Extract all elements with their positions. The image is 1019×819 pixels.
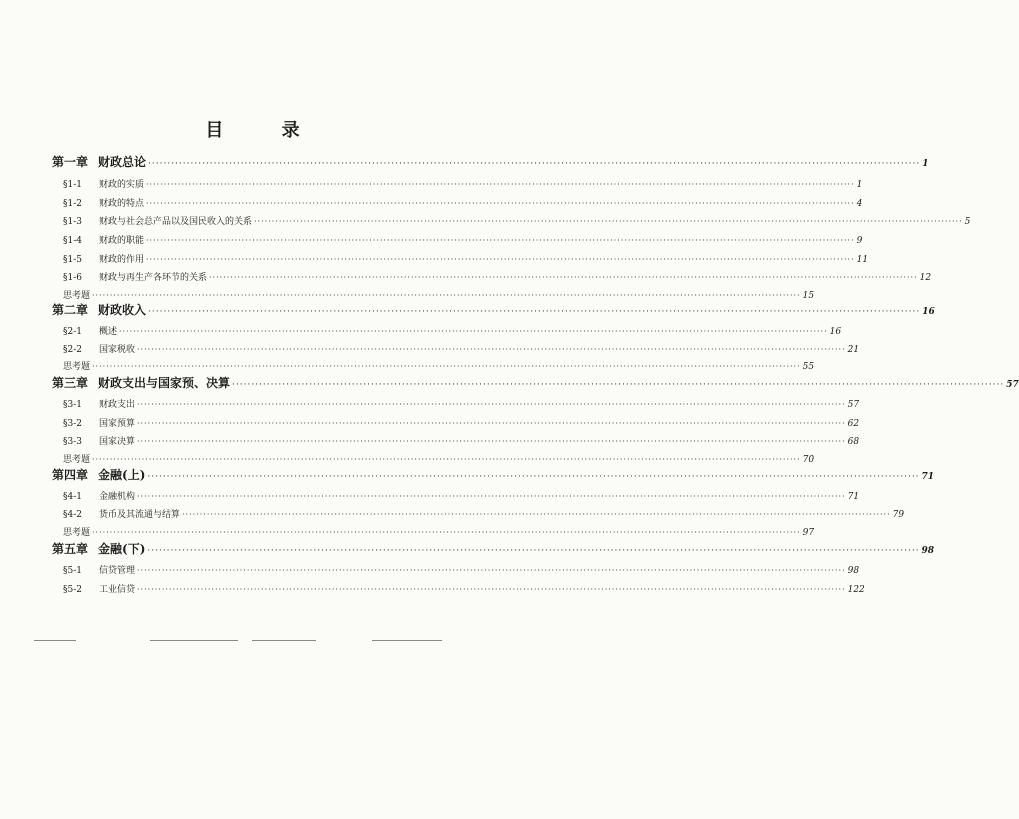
section-title: 金融机构 xyxy=(99,492,136,502)
dot-leader: ········································································································································································································ xyxy=(147,546,920,556)
section-number: §2-1 xyxy=(63,327,82,337)
dot-leader: ········································································································································································································ xyxy=(232,380,1005,390)
toc-chapter-entry[interactable] xyxy=(52,301,935,318)
page-number: 70 xyxy=(802,455,815,465)
chapter-number: 第二章 xyxy=(52,303,89,317)
review-label: 思考题 xyxy=(63,528,91,538)
toc-section-entry[interactable] xyxy=(63,196,863,209)
page-number: 21 xyxy=(847,345,860,355)
chapter-title: 金融(上) xyxy=(98,468,146,482)
dot-leader: ········································································································································································································ xyxy=(182,510,891,519)
section-title: 财政的作用 xyxy=(99,255,145,265)
page-number: 57 xyxy=(1006,380,1019,390)
dot-leader: ········································································································································································································ xyxy=(137,492,846,501)
section-number: §2-2 xyxy=(63,345,82,355)
toc-section-entry[interactable] xyxy=(63,252,869,265)
page-number: 4 xyxy=(856,199,863,209)
chapter-title: 财政总论 xyxy=(98,155,147,169)
page-number: 71 xyxy=(921,472,935,482)
toc-review-entry[interactable] xyxy=(63,359,815,372)
toc-review-entry[interactable] xyxy=(63,525,815,538)
chapter-number: 第四章 xyxy=(52,468,89,482)
page-number: 15 xyxy=(802,291,815,301)
dot-leader: ········································································································································································································ xyxy=(119,327,828,336)
toc-section-entry[interactable] xyxy=(63,214,971,227)
review-label: 思考题 xyxy=(63,362,91,372)
page-number: 71 xyxy=(847,492,860,502)
dot-leader: ········································································································································································································ xyxy=(92,455,801,464)
dot-leader: ········································································································································································································ xyxy=(254,217,963,226)
dot-leader: ········································································································································································································ xyxy=(146,180,855,189)
dot-leader: ········································································································································································································ xyxy=(92,528,801,537)
section-number: §4-2 xyxy=(63,510,82,520)
dot-leader: ········································································································································································································ xyxy=(146,255,855,264)
section-title: 工业信贷 xyxy=(99,585,136,595)
dot-leader: ········································································································································································································ xyxy=(137,585,846,594)
dot-leader: ········································································································································································································ xyxy=(147,472,920,482)
page-number: 97 xyxy=(802,528,815,538)
dot-leader: ········································································································································································································ xyxy=(137,566,846,575)
review-label: 思考题 xyxy=(63,291,91,301)
page-number: 9 xyxy=(856,236,863,246)
toc-section-entry[interactable] xyxy=(63,416,860,429)
page-number: 122 xyxy=(847,585,865,595)
toc-review-entry[interactable] xyxy=(63,288,815,301)
toc-chapter-entry[interactable] xyxy=(52,466,935,483)
section-title: 财政支出 xyxy=(99,400,136,410)
toc-section-entry[interactable] xyxy=(63,489,860,502)
bottom-rule xyxy=(34,640,76,641)
section-title: 财政与社会总产品以及国民收入的关系 xyxy=(99,217,253,227)
review-label: 思考题 xyxy=(63,455,91,465)
page-number: 11 xyxy=(856,255,869,265)
chapter-number: 第一章 xyxy=(52,155,89,169)
page-number: 1 xyxy=(922,159,929,169)
dot-leader: ········································································································································································································ xyxy=(148,307,921,317)
chapter-title: 金融(下) xyxy=(98,542,146,556)
dot-leader: ········································································································································································································ xyxy=(137,400,846,409)
page-number: 16 xyxy=(829,327,842,337)
section-number: §1-3 xyxy=(63,217,82,227)
dot-leader: ········································································································································································································ xyxy=(146,236,855,245)
section-title: 财政的职能 xyxy=(99,236,145,246)
dot-leader: ········································································································································································································ xyxy=(137,345,846,354)
page-number: 62 xyxy=(847,419,860,429)
toc-title: 目 录 xyxy=(205,120,326,141)
page-number: 16 xyxy=(922,307,935,317)
section-title: 货币及其流通与结算 xyxy=(99,510,181,520)
section-title: 信贷管理 xyxy=(99,566,136,576)
toc-section-entry[interactable] xyxy=(63,233,863,246)
section-title: 国家决算 xyxy=(99,437,136,447)
toc-section-entry[interactable] xyxy=(63,434,860,447)
section-number: §5-2 xyxy=(63,585,82,595)
dot-leader: ········································································································································································································ xyxy=(137,437,846,446)
section-title: 国家税收 xyxy=(99,345,136,355)
section-title: 财政的实质 xyxy=(99,180,145,190)
toc-review-entry[interactable] xyxy=(63,452,815,465)
toc-chapter-entry[interactable] xyxy=(52,153,929,170)
section-number: §4-1 xyxy=(63,492,82,502)
dot-leader: ········································································································································································································ xyxy=(137,419,846,428)
bottom-rule xyxy=(372,640,442,641)
section-number: §5-1 xyxy=(63,566,82,576)
dot-leader: ········································································································································································································ xyxy=(92,291,801,300)
toc-section-entry[interactable] xyxy=(63,507,905,520)
page-number: 55 xyxy=(802,362,815,372)
dot-leader: ········································································································································································································ xyxy=(92,362,801,371)
dot-leader: ········································································································································································································ xyxy=(209,273,918,282)
dot-leader: ········································································································································································································ xyxy=(146,199,855,208)
toc-section-entry[interactable] xyxy=(63,270,932,283)
section-title: 国家预算 xyxy=(99,419,136,429)
section-number: §3-3 xyxy=(63,437,82,447)
dot-leader: ········································································································································································································ xyxy=(148,159,921,169)
page-number: 57 xyxy=(847,400,860,410)
section-number: §1-2 xyxy=(63,199,82,209)
page-number: 1 xyxy=(856,180,863,190)
toc-section-entry[interactable] xyxy=(63,342,860,355)
chapter-number: 第三章 xyxy=(52,376,89,390)
toc-chapter-entry[interactable] xyxy=(52,374,1019,391)
page-number: 98 xyxy=(921,546,935,556)
bottom-rule xyxy=(252,640,316,641)
toc-section-entry[interactable] xyxy=(63,397,860,410)
page-number: 79 xyxy=(892,510,905,520)
section-title: 财政与再生产各环节的关系 xyxy=(99,273,208,283)
chapter-title: 财政支出与国家预、决算 xyxy=(98,376,231,390)
toc-section-entry[interactable] xyxy=(63,177,863,190)
toc-section-entry[interactable] xyxy=(63,563,860,576)
page-number: 5 xyxy=(964,217,971,227)
section-number: §1-1 xyxy=(63,180,82,190)
toc-chapter-entry[interactable] xyxy=(52,540,935,557)
section-number: §3-1 xyxy=(63,400,82,410)
section-number: §1-5 xyxy=(63,255,82,265)
toc-section-entry[interactable] xyxy=(63,324,842,337)
section-title: 财政的特点 xyxy=(99,199,145,209)
section-number: §1-6 xyxy=(63,273,82,283)
toc-section-entry[interactable] xyxy=(63,582,865,595)
section-number: §3-2 xyxy=(63,419,82,429)
page-number: 98 xyxy=(847,566,860,576)
bottom-rule xyxy=(150,640,238,641)
section-number: §1-4 xyxy=(63,236,82,246)
chapter-number: 第五章 xyxy=(52,542,89,556)
bottom-rules xyxy=(0,640,505,650)
page-number: 12 xyxy=(919,273,932,283)
section-title: 概述 xyxy=(99,327,118,337)
page-number: 68 xyxy=(847,437,860,447)
chapter-title: 财政收入 xyxy=(98,303,147,317)
